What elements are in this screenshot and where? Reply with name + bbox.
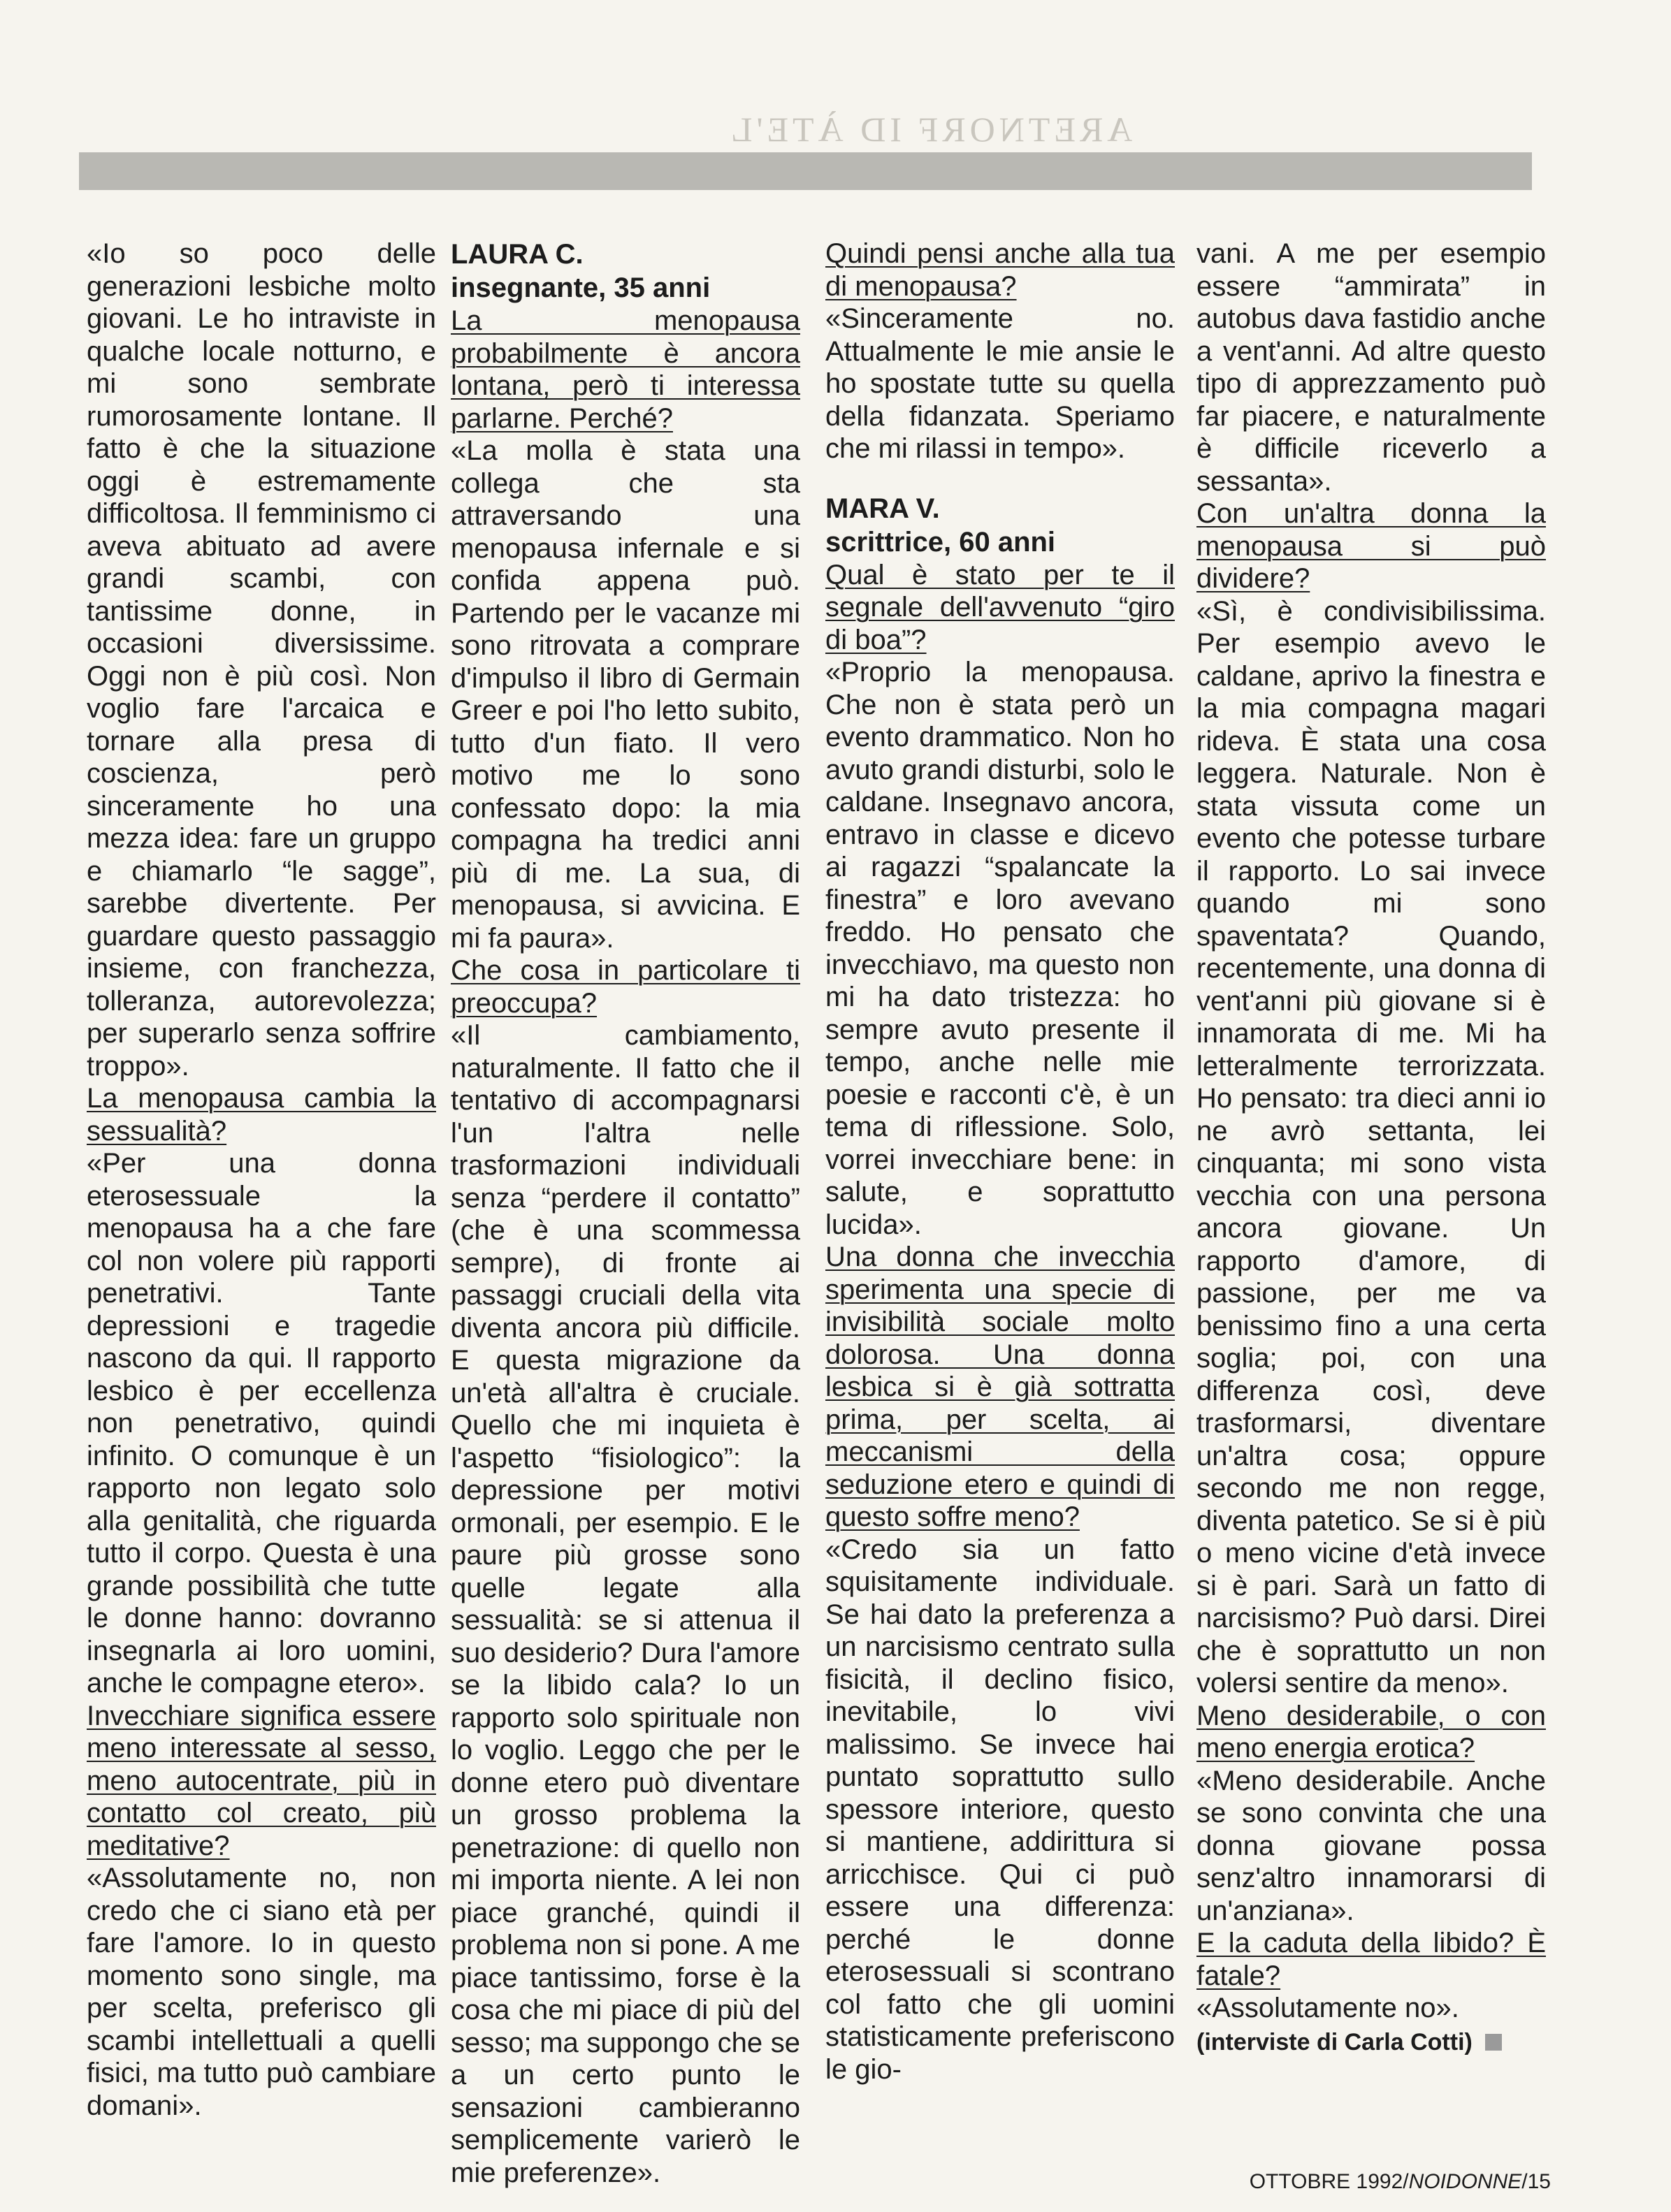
- interview-question: E la caduta della libido? È fatale?: [1196, 1928, 1546, 1991]
- interview-answer: «La molla è stata una collega che sta attraversando una menopausa infernale e si confida appena può. Partendo per le vacanze mi sono ritrovata a comprare d'impulso il libro di Germain Greer e poi l'ho letto subito, tutto d'un fiato. Il vero motivo me lo sono confessato dopo: la mia compagna ha tredici anni più di me. La sua, di menopausa, si avvicina. E mi fa paura».: [451, 435, 800, 954]
- spacer: [825, 465, 1175, 492]
- interview-question: Che cosa in particolare ti preoccupa?: [451, 955, 800, 1019]
- interview-answer: «Sinceramente no. Attualmente le mie ansie le ho spostate tutte su quella della fidanzata. Speriamo che mi rilassi in tempo».: [825, 303, 1175, 464]
- interview-answer: «Io so poco delle generazioni lesbiche molto giovani. Le ho intraviste in qualche locale notturno, e mi sono sembrate rumorosamente lontane. Il fatto è che la situazione oggi è estremamente difficoltosa. Il femminismo ci aveva abituato ad avere grandi scambi, con tantissime donne, in occasioni diversissime. Oggi non è più così. Non voglio fare l'arcaica e tornare alla presa di coscienza, però sinceramente ho una mezza idea: fare un gruppo e chiamarlo “le sagge”, sarebbe divertente. Per guardare questo passaggio insieme, con franchezza, tolleranza, autorevolezza; per superarlo senza soffrire troppo».: [87, 238, 436, 1082]
- end-square-icon: [1485, 2034, 1502, 2051]
- interview-answer: vani. A me per esempio essere “ammirata” in autobus dava fastidio anche a vent'anni. Ad altre questo tipo di apprezzamento può far piacere, e naturalmente è difficile riceverlo a sessanta».: [1196, 238, 1546, 497]
- interview-answer: «Per una donna eterosessuale la menopausa ha a che fare col non volere più rapporti penetrativi. Tante depressioni e tragedie nascono da qui. Il rapporto lesbico è per eccellenza non penetrativo, quindi infinito. O comunque è un rapporto non legato solo alla genitalità, che riguarda tutto il corpo. Questa è una grande possibilità che tutte le donne hanno: dovranno insegnarla ai loro uomini, anche le compagne etero».: [87, 1148, 436, 1698]
- interview-question: Quindi pensi anche alla tua di menopausa?: [825, 238, 1175, 302]
- interview-question: La menopausa cambia la sessualità?: [87, 1083, 436, 1147]
- interview-answer: «Il cambiamento, naturalmente. Il fatto che il tentativo di accompagnarsi l'un l'altra nelle trasformazioni individuali senza “perdere il contatto” (che è una scommessa sempre), di fronte ai passaggi cruciali della vita diventa ancora più difficile. E questa migrazione da un'età all'altra è cruciale. Quello che mi inquieta è l'aspetto “fisiologico”: la depressione per motivi ormonali, per esempio. E le paure più grosse sono quelle legate alla sessualità: se si attenua il suo desiderio? Dura l'amore se la libido cala? Io un rapporto solo spirituale non lo voglio. Leggo che per le donne etero può diventare un grosso problema la penetrazione: di quello non mi importa niente. A lei non piace granché, quindi il problema non si pone. A me piace tantissimo, forse è la cosa che mi piace di più del sesso; ma suppongo che se a un certo punto le sensazioni cambieranno semplicemente varierò le mie preferenze».: [451, 1020, 800, 2188]
- page-footer: [1250, 2170, 1551, 2194]
- interviewee-heading: MARA V.: [825, 493, 940, 524]
- footer-date: OTTOBRE 1992/: [1249, 2170, 1409, 2193]
- interview-answer: «Sì, è condivisibilissima. Per esempio avevo le caldane, aprivo la finestra e la mia compagna magari rideva. È stata una cosa leggera. Naturale. Non è stata vissuta come un evento che potesse turbare il rapporto. Lo sai invece quando mi sono spaventata? Quando, recentemente, una donna di vent'anni più giovane si è innamorata di me. Mi ha letteralmente terrorizzata. Ho pensato: tra dieci anni io ne avrò settanta, lei cinquanta; mi sono vista vecchia con una persona ancora giovane. Un rapporto d'amore, di passione, per me va benissimo fino a una certa soglia; poi, con una differenza così, deve trasformarsi, diventare un'altra cosa; oppure secondo me non regge, diventa patetico. Se si è più o meno vicine d'età invece si è pari. Sarà un fatto di narcisismo? Può darsi. Direi che è soprattutto un non volersi sentire da meno».: [1196, 595, 1546, 1698]
- column-3: [825, 238, 1175, 2086]
- credit-text: (interviste di Carla Cotti): [1196, 2028, 1473, 2055]
- interviewee-heading: LAURA C.: [451, 239, 584, 270]
- interview-question: Qual è stato per te il segnale dell'avvenuto “giro di boa”?: [825, 559, 1175, 655]
- interview-answer: «Proprio la menopausa. Che non è stata però un evento drammatico. Non ho avuto grandi disturbi, solo le caldane. Insegnavo ancora, entravo in classe e dicevo ai ragazzi “spalancate la finestra” e loro avevano freddo. Ho pensato che invecchiavo, ma questo non mi ha dato tristezza: ho sempre avuto presente il tempo, anche nelle mie poesie e racconti c'è, è un tema di riflessione. Solo, vorrei invecchiare bene: in salute, e soprattutto lucida».: [825, 657, 1175, 1240]
- column-4: [1196, 238, 1546, 2058]
- interviewee-heading: scrittrice, 60 anni: [825, 526, 1056, 558]
- footer-magazine: NOIDONNE: [1408, 2170, 1522, 2193]
- column-1: [87, 238, 436, 2122]
- interview-question: Meno desiderabile, o con meno energia erotica?: [1196, 1700, 1546, 1763]
- mirrored-header-bleed: ARETNORF ID ÀTE'L: [727, 110, 1133, 149]
- interviewee-heading: insegnante, 35 anni: [451, 272, 711, 303]
- interview-question: Una donna che invecchia sperimenta una specie di invisibilità sociale molto dolorosa. Una donna lesbica si è già sottratta prima, per scelta, ai meccanismi della seduzione etero e quindi di questo soffre meno?: [825, 1242, 1175, 1532]
- section-header-bar: [79, 152, 1532, 190]
- interview-answer: «Credo sia un fatto squisitamente individuale. Se hai dato la preferenza a un narcisismo centrato sulla fisicità, il declino fisico, inevitabile, lo vivi malissimo. Se invece hai puntato soprattutto sullo spessore interiore, questo si mantiene, addirittura si arricchisce. Qui ci può essere una differenza: perché le donne eterosessuali si scontrano col fatto che gli uomini statisticamente preferiscono le gio-: [825, 1534, 1175, 2085]
- interview-question: Invecchiare significa essere meno interessate al sesso, meno autocentrate, più in contatto col creato, più meditative?: [87, 1700, 436, 1861]
- column-2: [451, 238, 800, 2189]
- interview-answer: «Meno desiderabile. Anche se sono convinta che una donna giovane possa senz'altro innamorarsi di un'anziana».: [1196, 1765, 1546, 1926]
- footer-page-number: /15: [1521, 2170, 1551, 2193]
- interview-answer: «Assolutamente no, non credo che ci siano età per fare l'amore. Io in questo momento sono single, ma per scelta, preferisco gli scambi intellettuali a quelli fisici, ma tutto può cambiare domani».: [87, 1863, 436, 2121]
- interview-credit: [1196, 2025, 1546, 2059]
- interview-question: Con un'altra donna la menopausa si può dividere?: [1196, 498, 1546, 594]
- interview-question: La menopausa probabilmente è ancora lontana, però ti interessa parlarne. Perché?: [451, 305, 800, 434]
- interview-answer: «Assolutamente no».: [1196, 1993, 1459, 2023]
